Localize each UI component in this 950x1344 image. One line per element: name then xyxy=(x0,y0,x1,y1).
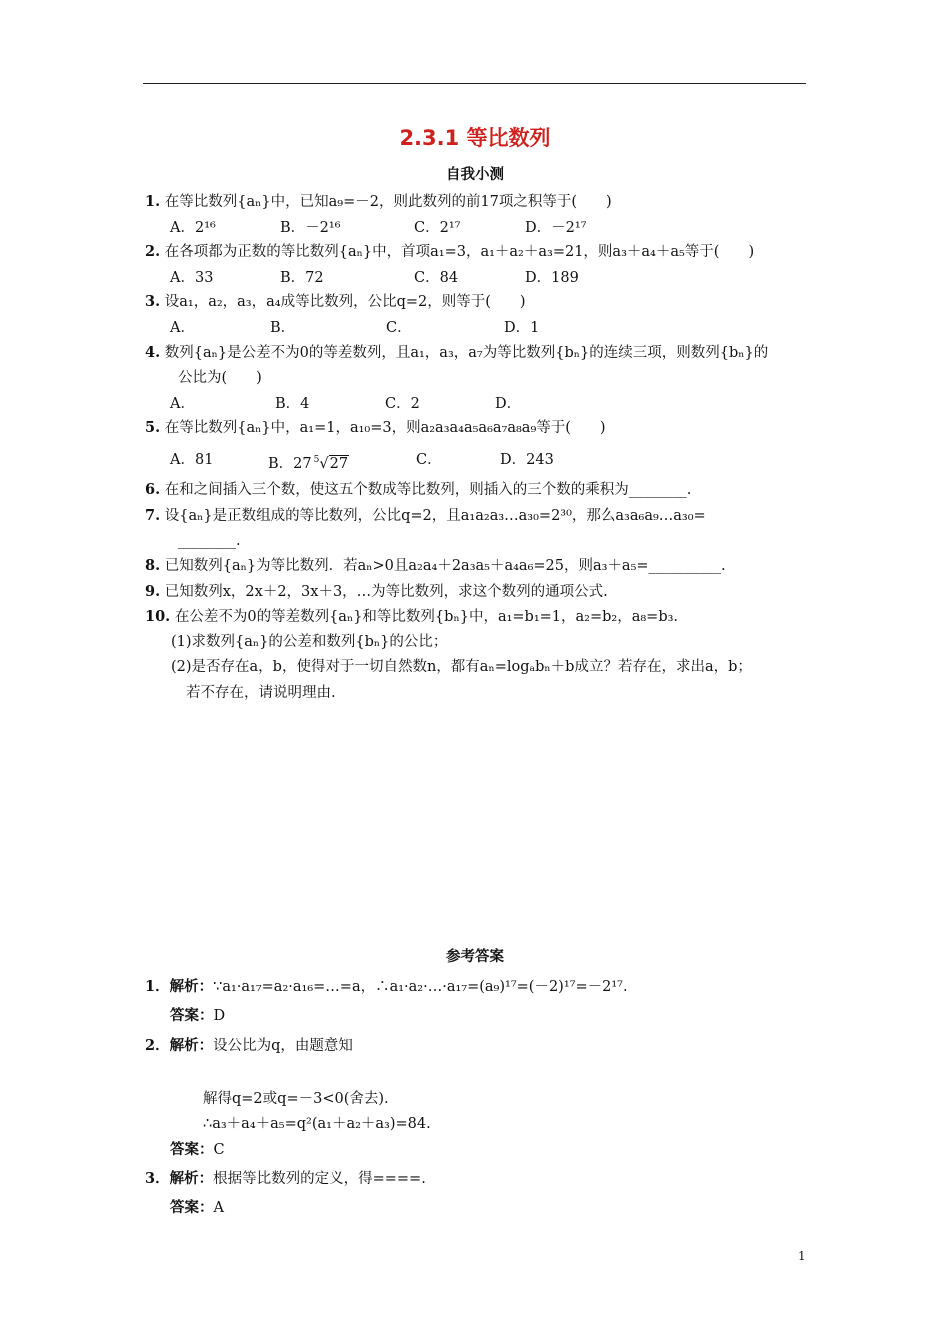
question-8: 8. 已知数列{aₙ}为等比数列．若aₙ>0且a₂a₄＋2a₃a₅＋a₄a₆=25，则a₃＋a₅=__________. xyxy=(145,557,726,574)
question-5-text: 在等比数列{aₙ}中，a₁=1，a₁₀=3，则a₂a₃a₄a₅a₆a₇a₈a₉等于( ) xyxy=(164,420,606,436)
answer-3-result: 答案：A xyxy=(170,1200,224,1216)
option-b: B．4 xyxy=(275,396,310,412)
question-6-text: 在和之间插入三个数，使这五个数成等比数列，则插入的三个数的乘积为________. xyxy=(164,482,692,498)
option-b: B．72 xyxy=(280,270,324,286)
option-d: D．243 xyxy=(500,452,554,468)
question-10-part-2-cont: 若不存在，请说明理由. xyxy=(186,685,336,701)
quiz-heading: 自我小测 xyxy=(446,167,504,183)
question-3-text: 设a₁，a₂，a₃，a₄成等比数列，公比q=2，则等于( ) xyxy=(164,294,526,310)
option-c: C．2 xyxy=(385,396,420,412)
question-6: 6. 在和之间插入三个数，使这五个数成等比数列，则插入的三个数的乘积为________. xyxy=(145,481,692,498)
question-9-text: 已知数列x，2x＋2，3x＋3，…为等比数列，求这个数列的通项公式. xyxy=(164,584,608,600)
question-10: 10. 在公差不为0的等差数列{aₙ}和等比数列{bₙ}中，a₁=b₁=1，a₂=b₂，a₈=b₃. xyxy=(145,608,679,625)
option-d: D．1 xyxy=(504,320,540,336)
option-c: C．2¹⁷ xyxy=(414,220,461,236)
question-10-part-2: (2)是否存在a，b，使得对于一切自然数n，都有aₙ=logₐbₙ＋b成立？若存在，求出a，b； xyxy=(171,659,752,675)
question-8-text: 已知数列{aₙ}为等比数列．若aₙ>0且a₂a₄＋2a₃a₅＋a₄a₆=25，则a₃＋a₅=__________. xyxy=(164,558,726,574)
question-2: 2. 在各项都为正数的等比数列{aₙ}中，首项a₁=3，a₁＋a₂＋a₃=21，则a₃＋a₄＋a₅等于( ) xyxy=(145,243,755,260)
question-4-text-cont: 公比为( ) xyxy=(178,370,262,386)
question-7-text-cont: ________. xyxy=(178,533,241,549)
option-c: C． xyxy=(386,320,412,336)
answer-3-analysis: 3．解析：根据等比数列的定义，得====. xyxy=(145,1170,426,1187)
question-4-text: 数列{aₙ}是公差不为0的等差数列，且a₁，a₃，a₇为等比数列{bₙ}的连续三项，则数列{bₙ}的 xyxy=(164,345,769,361)
option-b: B．27 $^5$√27 xyxy=(268,450,349,474)
question-3: 3. 设a₁，a₂，a₃，a₄成等比数列，公比q=2，则等于( ) xyxy=(145,293,526,310)
question-4: 4. 数列{aₙ}是公差不为0的等差数列，且a₁，a₃，a₇为等比数列{bₙ}的连续三项，则数列{bₙ}的 xyxy=(145,344,769,361)
option-d: D． xyxy=(495,396,522,412)
option-b: B．－2¹⁶ xyxy=(280,220,341,236)
question-10-text: 在公差不为0的等差数列{aₙ}和等比数列{bₙ}中，a₁=b₁=1，a₂=b₂，a₈=b₃. xyxy=(174,609,679,625)
option-a: A． xyxy=(170,320,195,336)
option-a: A．81 xyxy=(170,452,214,468)
answer-1-result: 答案：D xyxy=(170,1008,226,1024)
option-a: A．2¹⁶ xyxy=(170,220,216,236)
option-c: C． xyxy=(416,452,442,468)
page-number: 1 xyxy=(798,1249,806,1263)
option-b: B． xyxy=(270,320,296,336)
question-1: 1. 在等比数列{aₙ}中，已知a₉=－2，则此数列的前17项之积等于( ) xyxy=(145,193,612,210)
answer-2-result: 答案：C xyxy=(170,1142,225,1158)
option-c: C．84 xyxy=(414,270,459,286)
option-d: D．189 xyxy=(525,270,579,286)
answer-2-line-2: 解得q=2或q=－3<0(舍去). xyxy=(203,1091,389,1107)
option-a: A．33 xyxy=(170,270,214,286)
question-7: 7. 设{aₙ}是正数组成的等比数列，公比q=2，且a₁a₂a₃…a₃₀=2³⁰，那么a₃a₆a₉…a₃₀= xyxy=(145,507,706,524)
question-7-text: 设{aₙ}是正数组成的等比数列，公比q=2，且a₁a₂a₃…a₃₀=2³⁰，那么a₃a₆a₉…a₃₀= xyxy=(164,508,706,524)
header-rule xyxy=(143,83,806,84)
question-10-part-1: (1)求数列{aₙ}的公差和数列{bₙ}的公比； xyxy=(171,634,448,650)
answer-2-analysis: 2．解析：设公比为q，由题意知 xyxy=(145,1037,353,1054)
question-9: 9. 已知数列x，2x＋2，3x＋3，…为等比数列，求这个数列的通项公式. xyxy=(145,583,608,600)
question-5: 5. 在等比数列{aₙ}中，a₁=1，a₁₀=3，则a₂a₃a₄a₅a₆a₇a₈a₉等于( ) xyxy=(145,419,606,436)
page-title: 2.3.1 等比数列 xyxy=(399,126,551,150)
radical-symbol: $^5$√27 xyxy=(313,455,349,472)
option-a: A． xyxy=(170,396,195,412)
answer-2-line-3: ∴a₃＋a₄＋a₅=q²(a₁＋a₂＋a₃)=84. xyxy=(203,1116,431,1132)
answer-1-analysis: 1．解析：∵a₁·a₁₇=a₂·a₁₆=…=a，∴a₁·a₂·…·a₁₇=(a₉)¹⁷=(－2)¹⁷=－2¹⁷. xyxy=(145,978,628,995)
question-2-text: 在各项都为正数的等比数列{aₙ}中，首项a₁=3，a₁＋a₂＋a₃=21，则a₃＋a₄＋a₅等于( ) xyxy=(164,244,755,260)
answers-heading: 参考答案 xyxy=(446,949,504,965)
option-d: D．－2¹⁷ xyxy=(525,220,587,236)
question-1-text: 在等比数列{aₙ}中，已知a₉=－2，则此数列的前17项之积等于( ) xyxy=(164,194,612,210)
